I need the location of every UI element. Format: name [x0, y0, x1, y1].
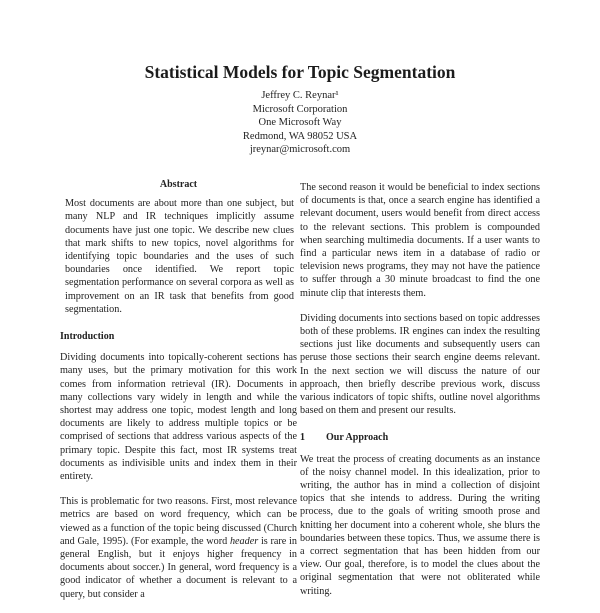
author-block	[0, 89, 600, 157]
author-address-line1: One Microsoft Way	[258, 117, 342, 128]
introduction-heading: Introduction	[60, 331, 115, 343]
author-affiliation: Microsoft Corporation	[252, 103, 348, 115]
left-column	[60, 178, 297, 613]
section-1-heading	[300, 431, 540, 444]
abstract-heading: Abstract	[159, 179, 198, 190]
paper-title: Statistical Models for Topic Segmentation	[144, 62, 456, 82]
introduction-paragraph-1: Dividing documents into topically-coherent sections has many uses, but the primary motivation for this work comes from information retrieval (IR). Documents in many collections vary widely in length and while the shortest may address one topic, modest length and long documents are likely to address multiple topics or be comprised of sections that address various aspects of the primary topic. Despite this fact, most IR systems treat documents as indivisible units and index them in their entirety.	[60, 352, 297, 483]
section-number: 1	[300, 432, 305, 444]
abstract-text: Most documents are about more than one subject, but many NLP and IR techniques implicitly assume documents have just one topic. We describe new clues that mark shifts to new topics, novel algorithms for identifying topic boundaries and the uses of such boundaries once identified. We report topic segmentation performance on several corpora as well as improvement on an IR task that benefits from good segmentation.	[65, 198, 294, 315]
introduction-paragraph-2-part-b: is rare in general English, but it enjoys higher frequency in documents about soccer.) In general, word frequency is a good indicator of whether a document is relevant to a query, but consider a	[60, 535, 297, 600]
right-paragraph-2: Dividing documents into sections based on topic addresses both of these problems. IR engines can index the resulting sections just like documents and subsequently users can peruse those sections their search engine deems relevant. In the next section we will discuss the nature of our approach, then briefly describe previous work, discuss various indicators of topic shifts, outline novel algorithms based on them and present our results.	[300, 312, 540, 417]
emphasized-word: header	[229, 535, 259, 547]
introduction-paragraph-2-part-a: This is problematic for two reasons. First, most relevance metrics are based on word frequency, which can be viewed as a function of the topic being discussed (Church and Gale, 1995). (For example, the word	[60, 496, 297, 547]
section-title: Our Approach	[326, 432, 389, 444]
right-paragraph-1: The second reason it would be beneficial to index sections of documents is that, once a search engine has identified a relevant document, users would benefit from direct access to the relevant sections. This problem is compounded when searching multimedia documents. If a user wants to find a particular news item in a database of radio or television news programs, they may not have the patience to suffer through a 30 minute broadcast to find the one minute clip that interests them.	[300, 182, 540, 299]
author-name: Jeffrey C. Reynar¹	[261, 90, 339, 101]
author-address-line2: Redmond, WA 98052 USA	[242, 130, 358, 142]
introduction-paragraph-2	[60, 495, 297, 601]
author-email: jreynar@microsoft.com	[249, 144, 351, 155]
right-column	[300, 181, 540, 610]
section-1-paragraph: We treat the process of creating documents as an instance of the noisy channel model. In this idealization, prior to writing, the author has in mind a collection of disjoint topics that she intends to address. During the writing process, due to the goals of writing smooth prose and knitting her document into a coherent whole, she blurs the boundaries between these topics. Thus, we assume there is a correct segmentation that has been hidden from our view. Our goal, therefore, is to model the clues about the original segmentation that were not obliterated while writing.	[300, 453, 540, 597]
